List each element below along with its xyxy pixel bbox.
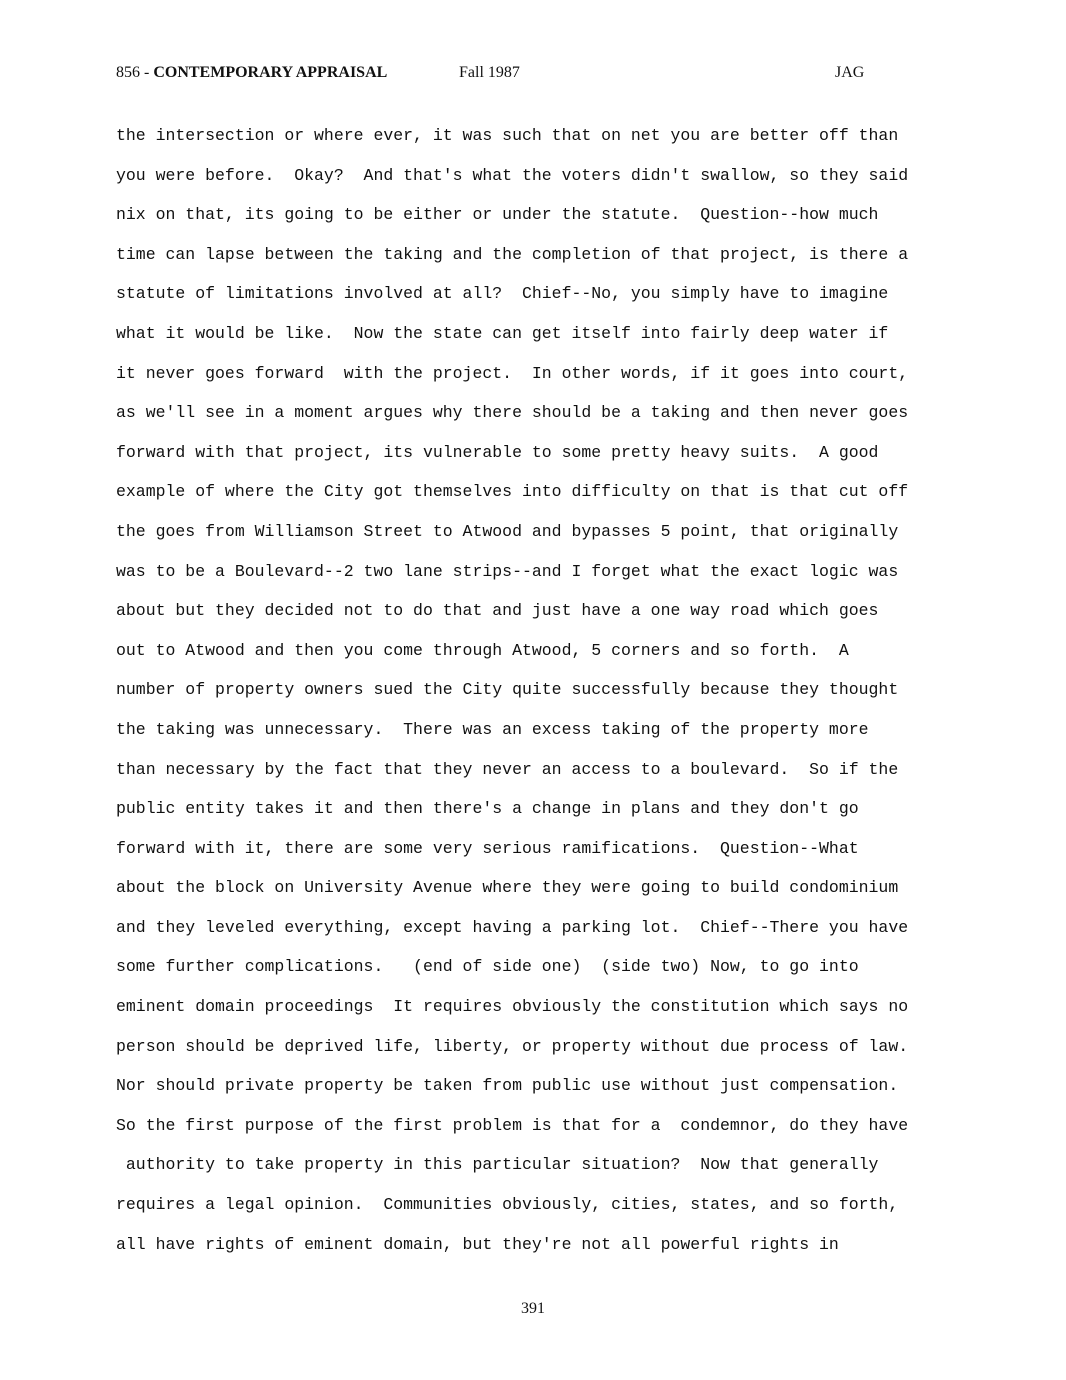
text-line: you were before. Okay? And that's what the voters didn't swallow, so they said bbox=[116, 165, 909, 185]
text-line: out to Atwood and then you come through Atwood, 5 corners and so forth. A bbox=[116, 640, 849, 660]
text-line: and they leveled everything, except having a parking lot. Chief--There you have bbox=[116, 917, 909, 937]
text-line: as we'll see in a moment argues why there should be a taking and then never goes bbox=[116, 403, 909, 423]
author-initials: JAG bbox=[835, 64, 865, 81]
text-line: the intersection or where ever, it was such that on net you are better off than bbox=[116, 126, 899, 145]
text-line: public entity takes it and then there's a change in plans and they don't go bbox=[116, 799, 859, 819]
text-line: So the first purpose of the first problem is that for a condemnor, do they have bbox=[116, 1115, 909, 1135]
text-line: the taking was unnecessary. There was an excess taking of the property more bbox=[116, 719, 869, 739]
text-line: about but they decided not to do that and just have a one way road which goes bbox=[116, 601, 879, 621]
text-line: what it would be like. Now the state can get itself into fairly deep water if bbox=[116, 323, 889, 343]
text-line: requires a legal opinion. Communities obviously, cities, states, and so forth, bbox=[116, 1195, 899, 1215]
text-line: forward with that project, its vulnerable to some pretty heavy suits. A good bbox=[116, 442, 879, 462]
text-line: statute of limitations involved at all? Chief--No, you simply have to imagine bbox=[116, 284, 889, 304]
course-heading bbox=[116, 62, 387, 84]
page-header bbox=[116, 62, 876, 84]
text-line: it never goes forward with the project. In other words, if it goes into court, bbox=[116, 363, 909, 383]
page-number: 391 bbox=[521, 1300, 545, 1317]
course-number: 856 - bbox=[116, 64, 150, 81]
text-line: some further complications. (end of side one) (side two) Now, to go into bbox=[116, 957, 859, 977]
text-line: authority to take property in this particular situation? Now that generally bbox=[116, 1155, 879, 1175]
text-line: than necessary by the fact that they never an access to a boulevard. So if the bbox=[116, 759, 899, 779]
text-line: example of where the City got themselves into difficulty on that is that cut off bbox=[116, 482, 909, 502]
text-line: the goes from Williamson Street to Atwood and bypasses 5 point, that originally bbox=[116, 521, 899, 541]
term-label: Fall 1987 bbox=[459, 64, 520, 81]
text-line: was to be a Boulevard--2 two lane strips--and I forget what the exact logic was bbox=[116, 561, 899, 581]
text-line: nix on that, its going to be either or under the statute. Question--how much bbox=[116, 205, 879, 225]
text-line: all have rights of eminent domain, but they're not all powerful rights in bbox=[116, 1234, 839, 1254]
text-line: number of property owners sued the City quite successfully because they thought bbox=[116, 680, 899, 700]
text-line: about the block on University Avenue where they were going to build condominium bbox=[116, 878, 899, 898]
text-line: eminent domain proceedings It requires obviously the constitution which says no bbox=[116, 997, 909, 1017]
text-line: time can lapse between the taking and the completion of that project, is there a bbox=[116, 244, 909, 264]
course-title: CONTEMPORARY APPRAISAL bbox=[153, 64, 388, 81]
text-line: Nor should private property be taken from public use without just compensation. bbox=[116, 1076, 899, 1096]
text-line: person should be deprived life, liberty, or property without due process of law. bbox=[116, 1036, 909, 1056]
text-line: forward with it, there are some very serious ramifications. Question--What bbox=[116, 838, 859, 858]
transcript-body bbox=[116, 116, 1016, 1264]
